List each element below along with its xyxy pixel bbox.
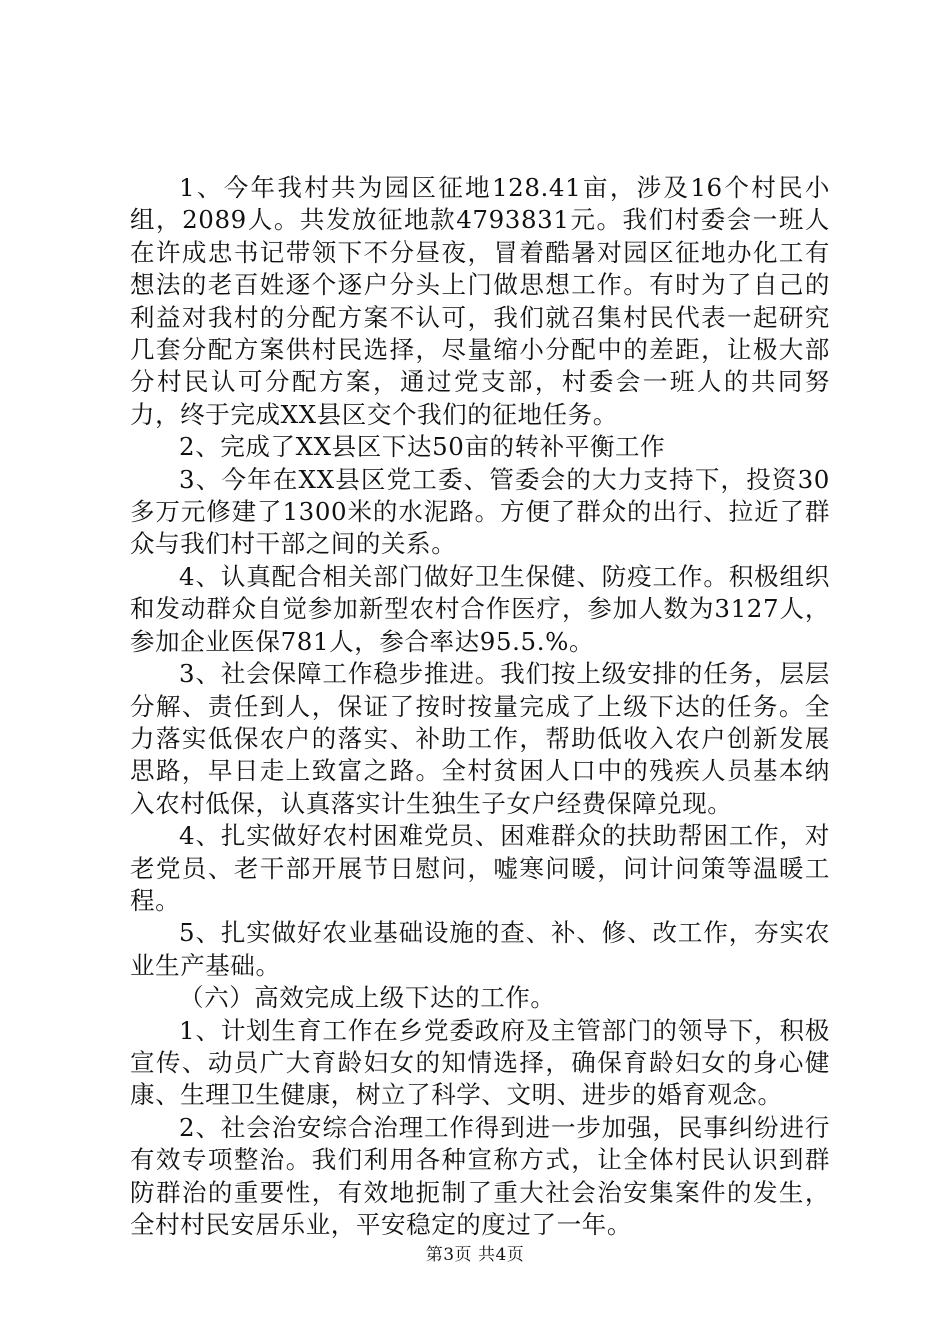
paragraph-land-acquisition: 1、今年我村共为园区征地128.41亩，涉及16个村民小组，2089人。共发放征地款4793831元。我们村委会一班人在许成忠书记带领下不分昼夜，冒着酷暑对园区征地办化工有想法的老百姓逐个逐户分头上门做思想工作。有时为了自己的利益对我村的分配方案不认可，我们就召集村民代表一起研究几套分配方案供村民选择，尽量缩小分配中的差距，让极大部分村民认可分配方案，通过党支部，村委会一班人的共同努力，终于完成XX县区交个我们的征地任务。 [130, 173, 830, 429]
page-number-footer: 第3页 共4页 [425, 1245, 525, 1265]
section-heading-six: （六）高效完成上级下达的工作。 [179, 983, 556, 1013]
document-body [130, 172, 830, 1241]
paragraph-cement-road: 3、今年在XX县区党工委、管委会的大力支持下，投资30多万元修建了1300米的水泥路。方便了群众的出行、拉近了群众与我们村干部之间的关系。 [130, 464, 830, 559]
paragraph-poverty-assistance: 4、扎实做好农村困难党员、困难群众的扶助帮困工作，对老党员、老干部开展节日慰问，嘘寒问暖，问计问策等温暖工程。 [130, 821, 830, 915]
paragraph-transfer-balance: 2、完成了XX县区下达50亩的转补平衡工作 [179, 432, 666, 462]
paragraph-public-security: 2、社会治安综合治理工作得到进一步加强，民事纠纷进行有效专项整治。我们利用各种宣称方式，让全体村民认识到群防群治的重要性，有效地扼制了重大社会治安集案件的发生，全村村民安居乐业，平安稳定的度过了一年。 [130, 1112, 830, 1239]
paragraph-health-care: 4、认真配合相关部门做好卫生保健、防疫工作。积极组织和发动群众自觉参加新型农村合作医疗，参加人数为3127人，参加企业医保781人，参合率达95.5.%。 [130, 561, 830, 656]
paragraph-family-planning: 1、计划生育工作在乡党委政府及主管部门的领导下，积极宣传、动员广大育龄妇女的知情选择，确保育龄妇女的身心健康、生理卫生健康，树立了科学、文明、进步的婚育观念。 [130, 1015, 830, 1110]
paragraph-agriculture-infrastructure: 5、扎实做好农业基础设施的查、补、修、改工作，夯实农业生产基础。 [130, 918, 830, 980]
paragraph-social-security: 3、社会保障工作稳步推进。我们按上级安排的任务，层层分解、责任到人，保证了按时按量完成了上级下达的任务。全力落实低保农户的落实、补助工作，帮助低收入农户创新发展思路，早日走上致富之路。全村贫困人口中的残疾人员基本纳入农村低保，认真落实计生独生子女户经费保障兑现。 [130, 659, 830, 818]
